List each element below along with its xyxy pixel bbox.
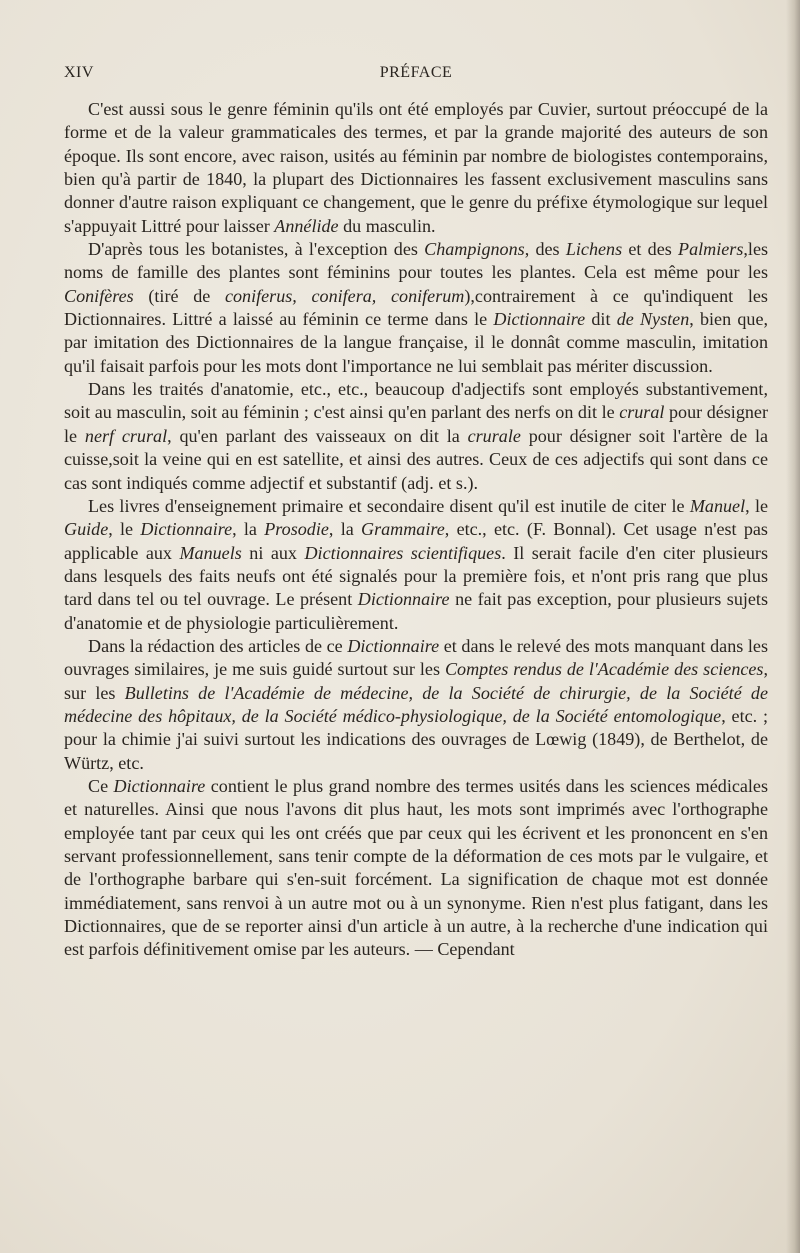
running-title: PRÉFACE — [379, 64, 453, 81]
text-run: Les livres d'enseignement primaire et secondaire disent qu'il est inutile de citer le — [88, 495, 690, 516]
italic-run: Annélide — [274, 215, 339, 236]
text-run: , bien que, par imitation des Dictionnaires de la langue française, il le donnât comme masculin, imitation qu'il faisait parfois pour les mots dont l'importance ne lui semblait pas mériter discussion. — [64, 309, 768, 376]
text-run: ,les noms de famille des plantes sont féminins pour toutes les plantes. Cela est même pour les — [64, 239, 769, 283]
italic-run: Prosodie — [264, 519, 329, 540]
text-run: , sur les — [64, 659, 768, 703]
page-edge-shadow — [786, 0, 800, 1253]
text-run: ni aux — [241, 542, 305, 563]
italic-run: Comptes rendus de l'Académie des sciences — [444, 659, 764, 680]
italic-run: Palmiers — [678, 239, 744, 260]
text-run: Ce — [88, 775, 114, 796]
italic-run: Manuels — [179, 542, 242, 563]
text-run: , le — [745, 495, 768, 516]
italic-run: de Nysten — [616, 309, 690, 330]
text-run: , qu'en parlant des vaisseaux on dit la — [167, 425, 468, 446]
text-run: . Il serait facile d'en citer plusieurs dans lesquels des faits neufs ont été signalés pour la première fois, et n'ont pris rang que plus tard dans tel ou tel ouvrage. Le présent — [64, 542, 768, 610]
italic-run: Guide — [64, 519, 109, 540]
text-run: et des — [622, 239, 679, 260]
italic-run: nerf crural — [84, 425, 168, 446]
italic-run: Conifères — [64, 285, 134, 306]
paragraph — [64, 635, 768, 775]
italic-run: Dictionnaire — [493, 309, 586, 330]
italic-run: Dictionnaire — [113, 775, 206, 796]
text-run: Dans la rédaction des articles de ce — [88, 635, 348, 656]
text-run: ne fait pas exception, pour plusieurs sujets d'anatomie et de physiologie particulièrement. — [64, 589, 768, 633]
italic-run: crurale — [467, 425, 521, 446]
italic-run: crural — [619, 402, 665, 423]
text-run: , la — [232, 519, 265, 540]
text-run: pour désigner soit l'artère de la cuisse,soit la veine qui en est satellite, et ainsi des autres. Ceux de ces adjectifs qui sont dans ce cas sont indiqués comme adjectif et substantif (adj. et s.). — [64, 425, 769, 493]
text-run: , etc. ; pour la chimie j'ai suivi surtout les indications des ouvrages de Lœwig (1849), de Berthelot, de Würtz, etc. — [64, 705, 769, 773]
paragraph — [64, 775, 768, 962]
text-run: pour désigner le — [64, 402, 768, 446]
italic-run: coniferus, conifera, coniferum — [224, 285, 465, 306]
paragraph — [64, 495, 768, 635]
paragraph — [64, 238, 768, 378]
paragraph — [64, 98, 768, 238]
paragraph — [64, 378, 768, 495]
italic-run: Lichens — [565, 239, 623, 260]
text-run: , la — [328, 519, 362, 540]
italic-run: Dictionnaire — [140, 519, 233, 540]
italic-run: Dictionnaires scientifiques — [304, 542, 502, 563]
text-run: Dans les traités d'anatomie, etc., etc., beaucoup d'adjectifs sont employés substantivement, soit au masculin, soit au féminin ; c'est ainsi qu'en parlant des nerfs on dit le — [64, 379, 768, 423]
text-run: du masculin. — [338, 215, 436, 236]
text-run: , le — [108, 519, 141, 540]
italic-run: Manuel — [689, 495, 746, 516]
italic-run: Dictionnaire — [347, 635, 440, 656]
italic-run: Bulletins de l'Académie de médecine, de la Société de chirurgie, de la Société de médecine des hôpitaux, de la Société médico-physiologique, de la Société entomologique — [64, 682, 769, 726]
page-header — [64, 64, 768, 88]
italic-run: Champignons — [424, 239, 525, 260]
text-run: contient le plus grand nombre des termes usités dans les sciences médicales et naturelles. Ainsi que nous l'avons dit plus haut, les mots sont imprimés avec l'orthographe employée tant par ceux qui les ont créés que par ceux qui les écrivent et les prononcent en s'en servant professionnellement, sans tenir compte de la déformation de ces mots par le vulgaire, et de l'orthographe barbare qui s'en-suit forcément. La signification de chaque mot est donnée immédiatement, sans renvoi à un autre mot ou à un synonyme. Rien n'est plus fatigant, dans les Dictionnaires, que de se reporter ainsi d'un article à un autre, à la recherche d'une indication qui est parfois définitivement omise par les auteurs. — Cependant — [64, 775, 769, 960]
body-text — [64, 98, 768, 962]
text-run: dit — [585, 309, 617, 330]
text-run: C'est aussi sous le genre féminin qu'ils ont été employés par Cuvier, surtout préoccupé de la forme et de la valeur grammaticales des termes, et par la grande majorité des auteurs de son époque. Ils sont encore, avec raison, usités au féminin par nombre de biologistes contemporains, bien qu'à partir de 1840, la plupart des Dictionnaires les fassent exclusivement masculins sans donner d'autre raison expliquant ce changement, que le genre du préfixe étymologique sur lequel s'appuyait Littré pour laisser — [64, 99, 768, 236]
text-run: et dans le relevé des mots manquant dans les ouvrages similaires, je me suis guidé surtout sur les — [64, 635, 768, 680]
text-run: , des — [524, 239, 566, 260]
text-run: (tiré de — [133, 285, 225, 306]
text-run: , etc., etc. (F. Bonnal). Cet usage n'est pas applicable aux — [64, 519, 768, 563]
page-number: XIV — [64, 64, 94, 81]
text-run: D'après tous les botanistes, à l'exception des — [88, 239, 425, 260]
text-run: ),contrairement à ce qu'indiquent les Dictionnaires. Littré a laissé au féminin ce terme dans le — [64, 285, 768, 330]
italic-run: Grammaire — [361, 519, 445, 540]
italic-run: Dictionnaire — [357, 589, 450, 610]
